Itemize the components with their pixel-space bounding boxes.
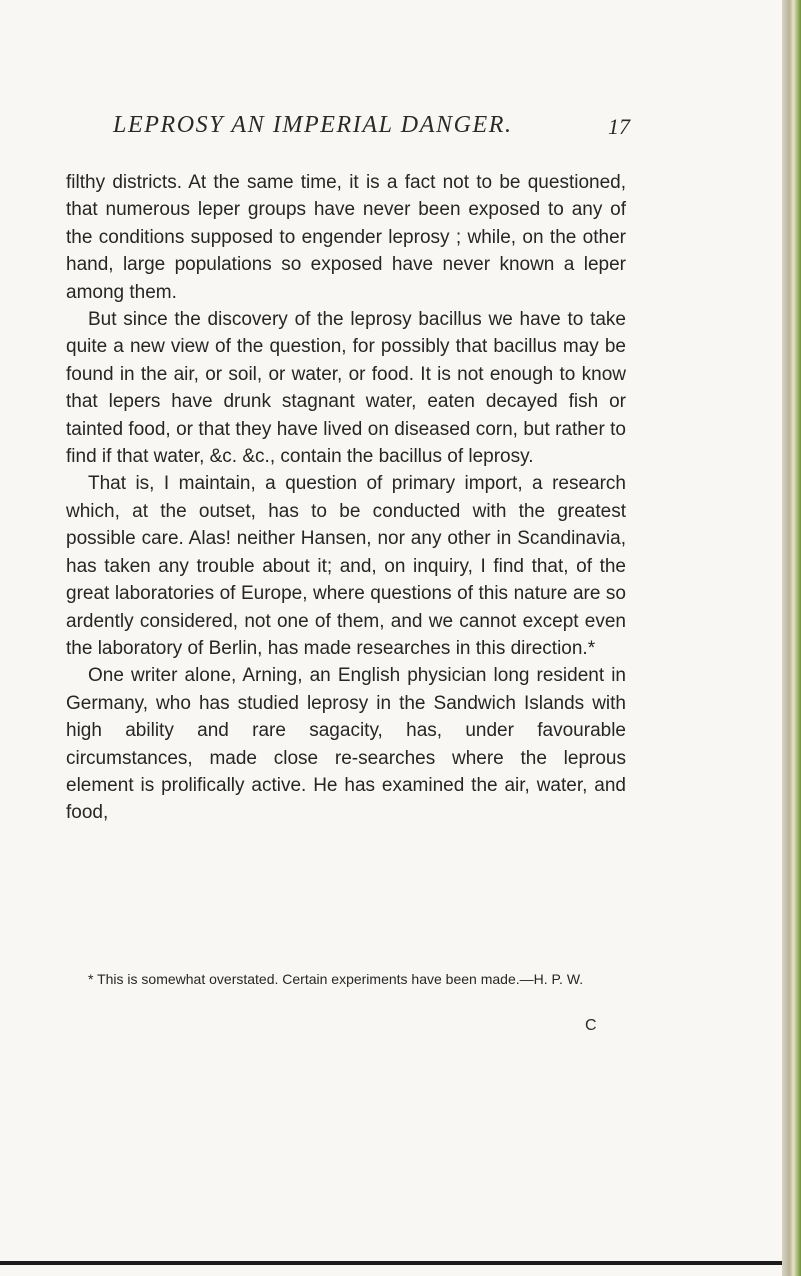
footnote: * This is somewhat overstated. Certain experiments have been made.—H. P. W. bbox=[88, 971, 584, 987]
page-number: 17 bbox=[608, 114, 630, 139]
running-title: LEPROSY AN IMPERIAL DANGER. bbox=[113, 112, 513, 138]
paragraph: That is, I maintain, a question of primary import, a research which, at the outset, has to be conducted with the greatest possible care. Alas! neither Hansen, nor any other in Scandinavia, has taken any trouble about it; and, on inquiry, I find that, of the great laboratories of Europe, where questions of this nature are so ardently considered, not one of them, and we cannot except even the laboratory of Berlin, has made researches in this direction.* bbox=[66, 473, 626, 659]
signature-mark: C bbox=[585, 1017, 597, 1034]
book-edge bbox=[782, 0, 801, 1276]
paragraph: filthy districts. At the same time, it is a fact not to be questioned, that numerous leper groups have never been exposed to any of the conditions supposed to engender leprosy ; while, on the other hand, large populations so exposed have never known a leper among them. bbox=[66, 172, 626, 303]
paragraph: But since the discovery of the leprosy bacillus we have to take quite a new view of the question, for possibly that bacillus may be found in the air, or soil, or water, or food. It is not enough to know that lepers have drunk stagnant water, eaten decayed fish or tainted food, or that they have lived on diseased corn, but rather to find if that water, &c. &c., contain the bacillus of leprosy. bbox=[66, 309, 626, 468]
paragraph: One writer alone, Arning, an English physician long resident in Germany, who has studied leprosy in the Sandwich Islands with high ability and rare sagacity, has, under favourable circumstances, made close re-searches where the leprous element is prolifically active. He has examined the air, water, and food, bbox=[66, 665, 626, 824]
body-text bbox=[66, 169, 626, 827]
page-bottom-edge bbox=[0, 1261, 782, 1265]
page-header bbox=[0, 112, 782, 152]
